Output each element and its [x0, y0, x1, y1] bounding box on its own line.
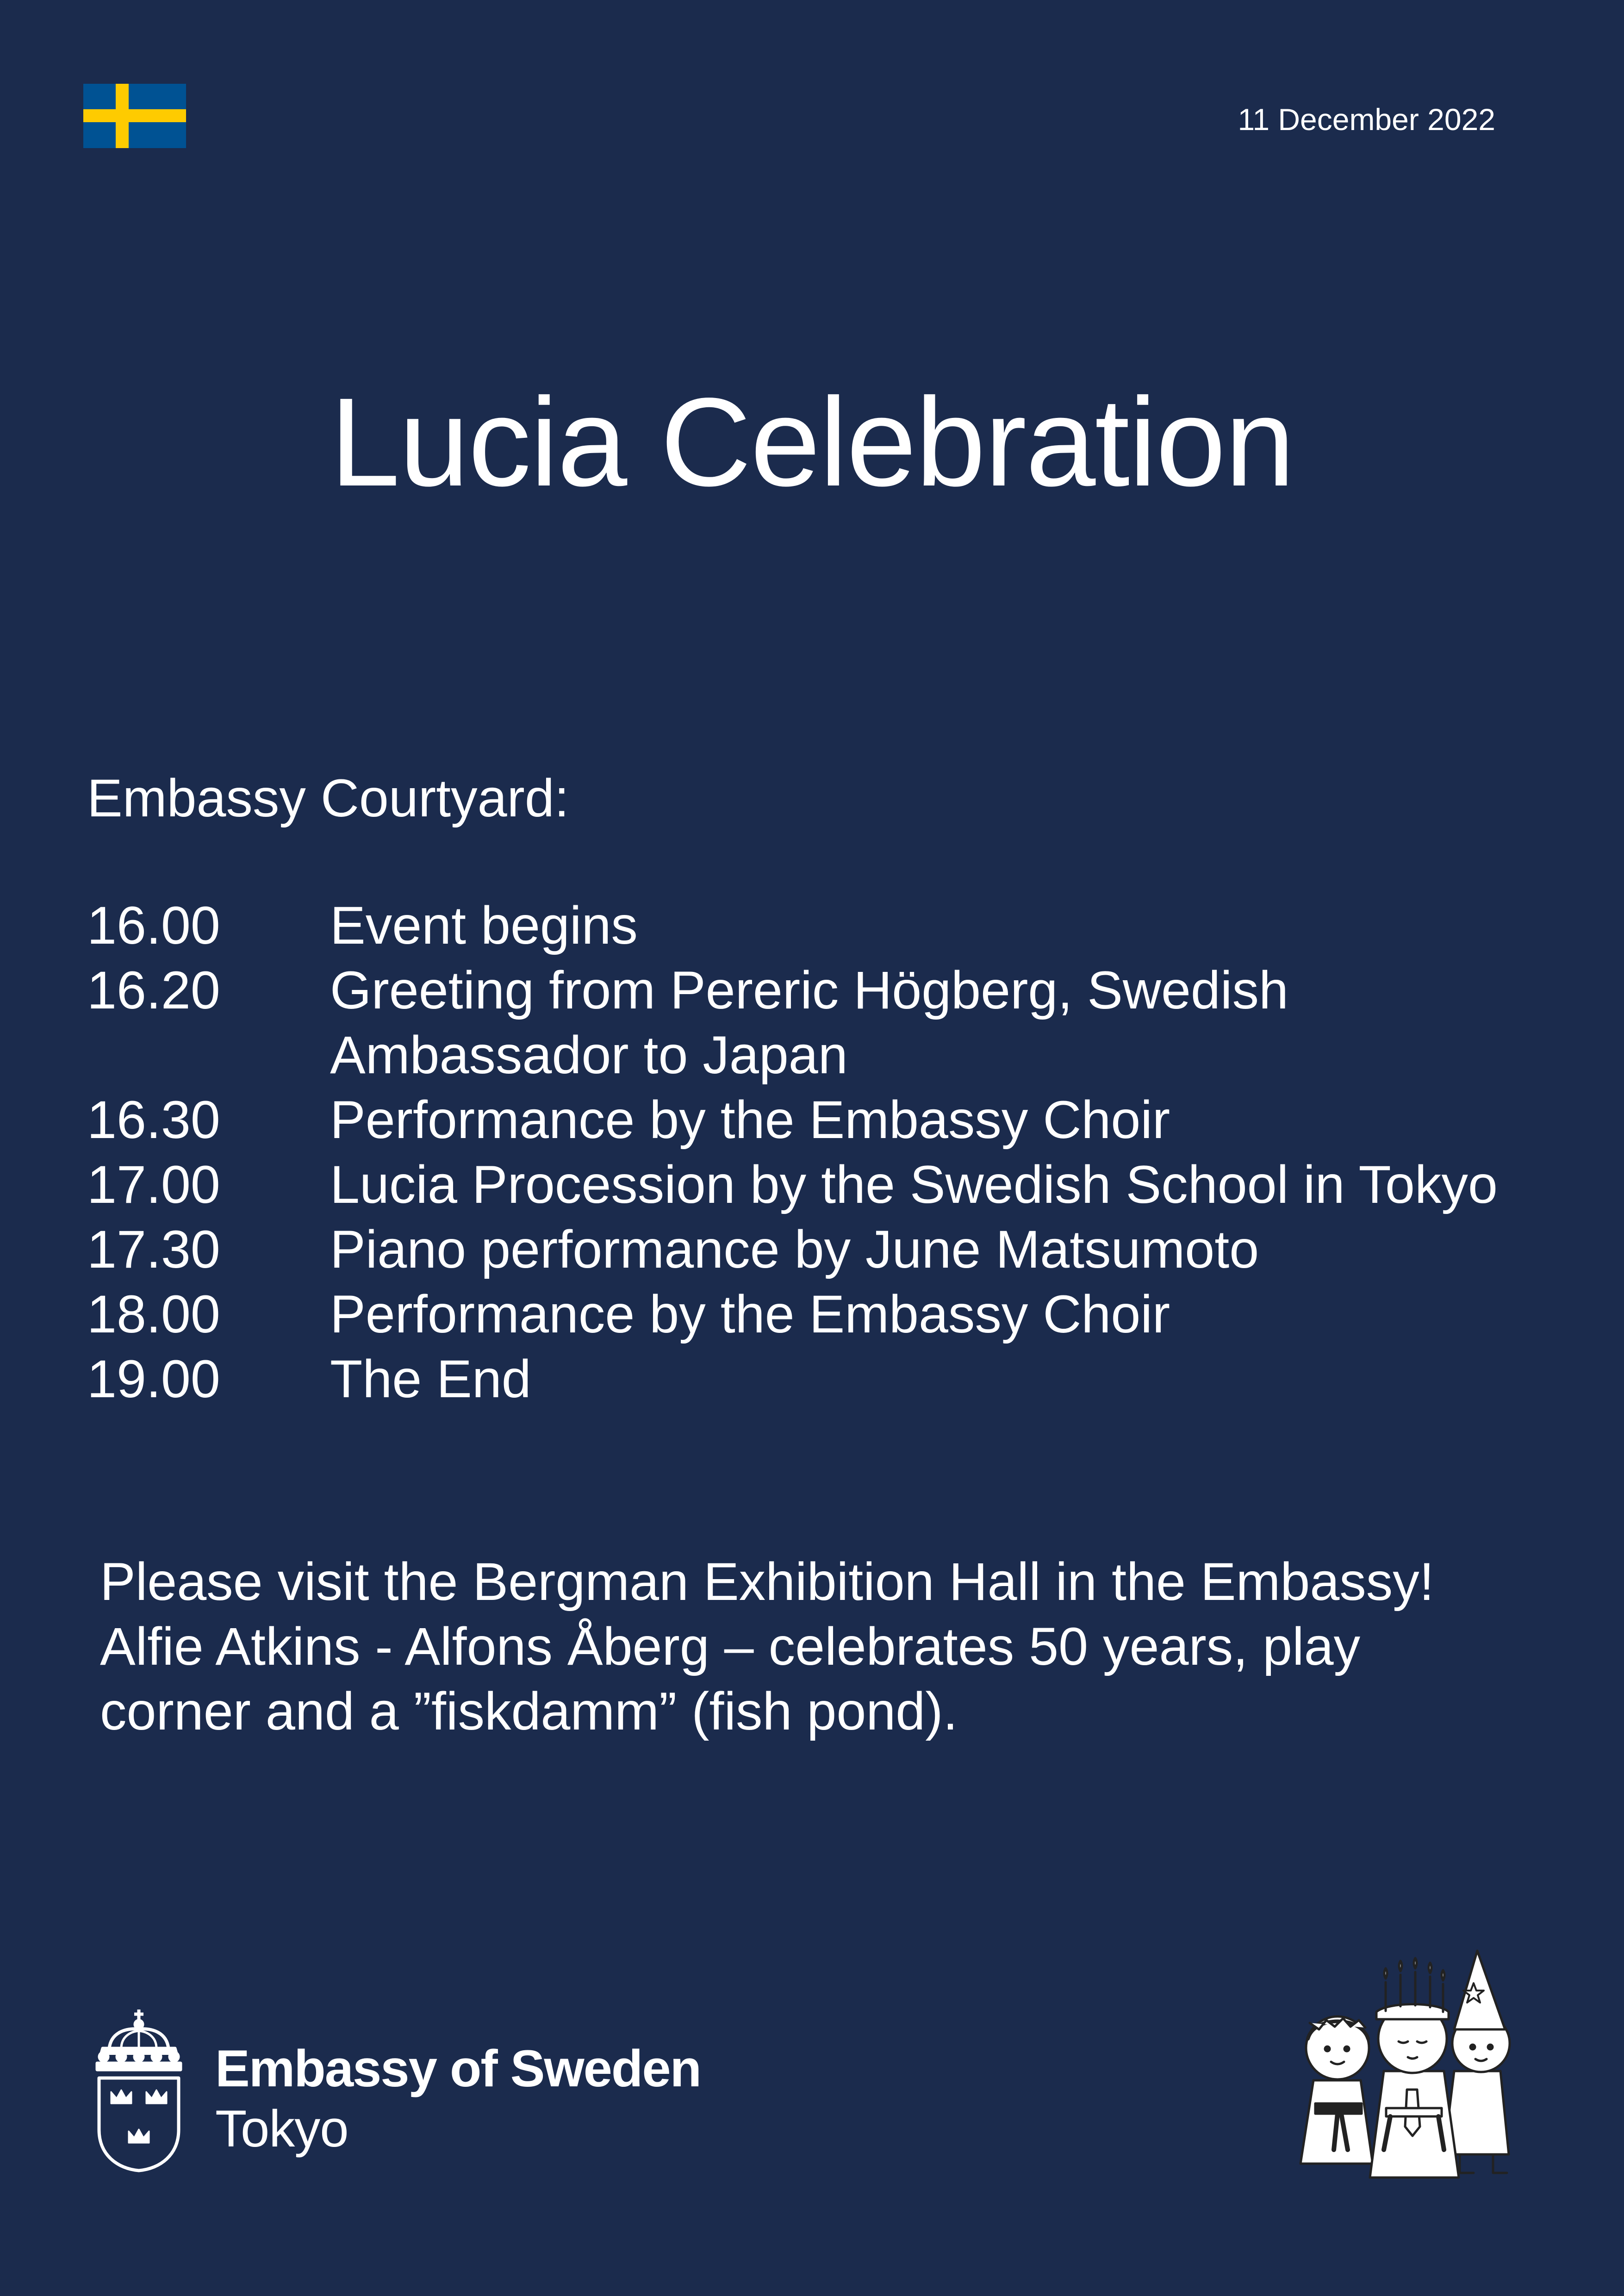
lucia-children-illustration-icon: [1291, 1932, 1513, 2182]
schedule-description: Performance by the Embassy Choir: [330, 1090, 1170, 1150]
note-line: Alfie Atkins - Alfons Åberg – celebrates 50 years, play: [100, 1617, 1361, 1676]
swedish-crest-icon: [93, 2009, 185, 2173]
event-date: 11 December 2022: [1238, 102, 1495, 137]
schedule-description: Piano performance by June Matsumoto: [330, 1220, 1259, 1279]
schedule-row: [87, 893, 1568, 958]
schedule-row: [87, 1282, 1568, 1347]
schedule-row: [87, 1217, 1568, 1282]
schedule-description: Lucia Procession by the Swedish School in Tokyo: [330, 1155, 1498, 1214]
note-line: corner and a ”fiskdamm” (fish pond).: [100, 1682, 958, 1741]
schedule-row: [87, 958, 1568, 1088]
embassy-name: Embassy of Sweden: [215, 2040, 701, 2097]
note-line: Please visit the Bergman Exhibition Hall in the Embassy!: [100, 1552, 1434, 1612]
schedule-time: 16.00: [87, 896, 220, 955]
exhibition-note: [100, 1549, 1558, 1744]
schedule-description: Greeting from Pereric Högberg, Swedish Ambassador to Japan: [330, 961, 1288, 1085]
schedule-list: [87, 893, 1568, 1412]
embassy-city: Tokyo: [215, 2100, 348, 2158]
page-title: Lucia Celebration: [330, 372, 1294, 512]
schedule-time: 18.00: [87, 1285, 220, 1344]
schedule-description: Event begins: [330, 896, 638, 955]
schedule-time: 16.30: [87, 1090, 220, 1150]
schedule-description: Performance by the Embassy Choir: [330, 1285, 1170, 1344]
venue-heading: Embassy Courtyard:: [87, 769, 569, 828]
schedule-time: 17.00: [87, 1155, 220, 1214]
schedule-time: 16.20: [87, 961, 220, 1020]
embassy-wordmark: [215, 2039, 701, 2159]
swedish-flag-icon: [83, 84, 186, 148]
schedule-time: 19.00: [87, 1350, 220, 1409]
schedule-description: The End: [330, 1350, 531, 1409]
schedule-time: 17.30: [87, 1220, 220, 1279]
schedule-row: [87, 1088, 1568, 1152]
schedule-row: [87, 1152, 1568, 1217]
schedule-row: [87, 1347, 1568, 1412]
